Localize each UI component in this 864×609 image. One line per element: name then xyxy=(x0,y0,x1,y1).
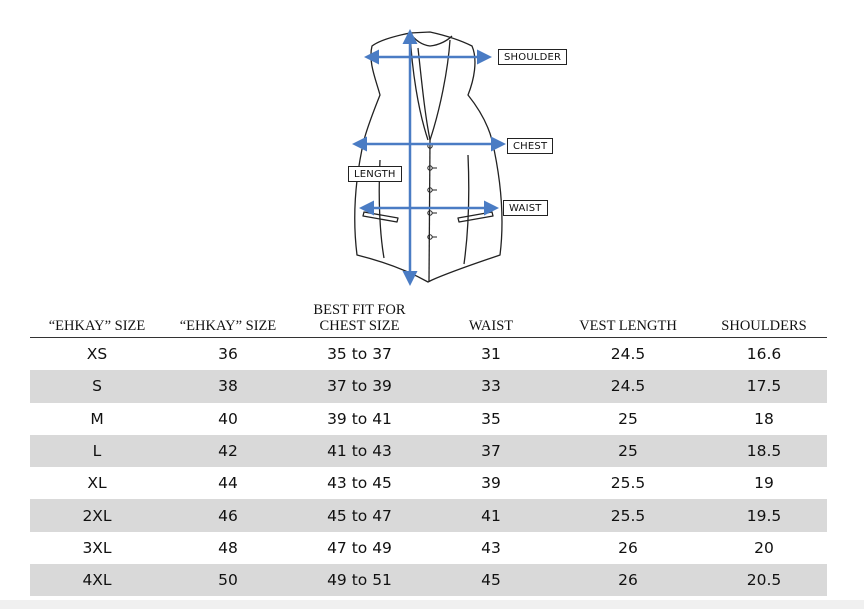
table-cell: M xyxy=(90,409,104,428)
table-row xyxy=(30,403,827,435)
table-cell: 20 xyxy=(754,538,774,557)
table-cell: 24.5 xyxy=(610,345,646,364)
table-body xyxy=(30,338,827,596)
table-cell: 25 xyxy=(618,442,638,461)
header-cell: BEST FIT FOR CHEST SIZE xyxy=(313,302,406,334)
table-cell: 44 xyxy=(218,474,238,493)
table-cell: 50 xyxy=(218,571,238,590)
table-cell: 40 xyxy=(218,409,238,428)
header-cell: “EHKAY” SIZE xyxy=(179,318,277,334)
waist-label: WAIST xyxy=(503,200,548,216)
table-cell: 35 to 37 xyxy=(327,345,392,364)
table-cell: XS xyxy=(86,345,108,364)
table-row xyxy=(30,499,827,531)
size-chart-table xyxy=(30,290,827,596)
table-cell: XL xyxy=(87,474,107,493)
chest-label: CHEST xyxy=(507,138,553,154)
vest-outline xyxy=(355,32,502,282)
header-cell: “EHKAY” SIZE xyxy=(48,318,146,334)
header-cell: VEST LENGTH xyxy=(579,318,677,334)
table-row xyxy=(30,532,827,564)
table-cell: 20.5 xyxy=(746,571,782,590)
table-cell: 26 xyxy=(618,538,638,557)
table-cell: 36 xyxy=(218,345,238,364)
table-cell: 2XL xyxy=(82,506,112,525)
table-cell: 45 to 47 xyxy=(327,506,392,525)
table-cell: 35 xyxy=(481,409,501,428)
table-cell: 37 to 39 xyxy=(327,377,392,396)
table-cell: 4XL xyxy=(82,571,112,590)
table-row xyxy=(30,435,827,467)
table-cell: 31 xyxy=(481,345,501,364)
table-cell: 18 xyxy=(754,409,774,428)
table-header xyxy=(30,290,827,338)
table-cell: 48 xyxy=(218,538,238,557)
table-cell: L xyxy=(92,442,102,461)
table-cell: 25 xyxy=(618,409,638,428)
table-cell: 24.5 xyxy=(610,377,646,396)
table-row xyxy=(30,370,827,402)
table-cell: 47 to 49 xyxy=(327,538,392,557)
header-cell: SHOULDERS xyxy=(721,318,807,334)
table-cell: 3XL xyxy=(82,538,112,557)
table-cell: 17.5 xyxy=(746,377,782,396)
header-cell: WAIST xyxy=(468,318,514,334)
table-cell: 42 xyxy=(218,442,238,461)
table-cell: 43 to 45 xyxy=(327,474,392,493)
shoulder-label: SHOULDER xyxy=(498,49,567,65)
length-label: LENGTH xyxy=(348,166,402,182)
table-cell: 38 xyxy=(218,377,238,396)
table-cell: 37 xyxy=(481,442,501,461)
table-cell: 33 xyxy=(481,377,501,396)
table-cell: 45 xyxy=(481,571,501,590)
table-cell: S xyxy=(92,377,102,396)
table-cell: 25.5 xyxy=(610,474,646,493)
table-cell: 16.6 xyxy=(746,345,782,364)
table-cell: 41 to 43 xyxy=(327,442,392,461)
table-cell: 26 xyxy=(618,571,638,590)
table-row xyxy=(30,564,827,596)
table-row xyxy=(30,338,827,370)
table-cell: 19.5 xyxy=(746,506,782,525)
table-row xyxy=(30,467,827,499)
bottom-strip xyxy=(0,600,864,609)
vest-illustration xyxy=(0,0,864,290)
table-cell: 49 to 51 xyxy=(327,571,392,590)
table-cell: 46 xyxy=(218,506,238,525)
vest-measurement-diagram xyxy=(0,0,864,290)
table-cell: 39 to 41 xyxy=(327,409,392,428)
table-cell: 25.5 xyxy=(610,506,646,525)
table-cell: 41 xyxy=(481,506,501,525)
table-cell: 43 xyxy=(481,538,501,557)
table-cell: 39 xyxy=(481,474,501,493)
table-cell: 19 xyxy=(754,474,774,493)
table-cell: 18.5 xyxy=(746,442,782,461)
